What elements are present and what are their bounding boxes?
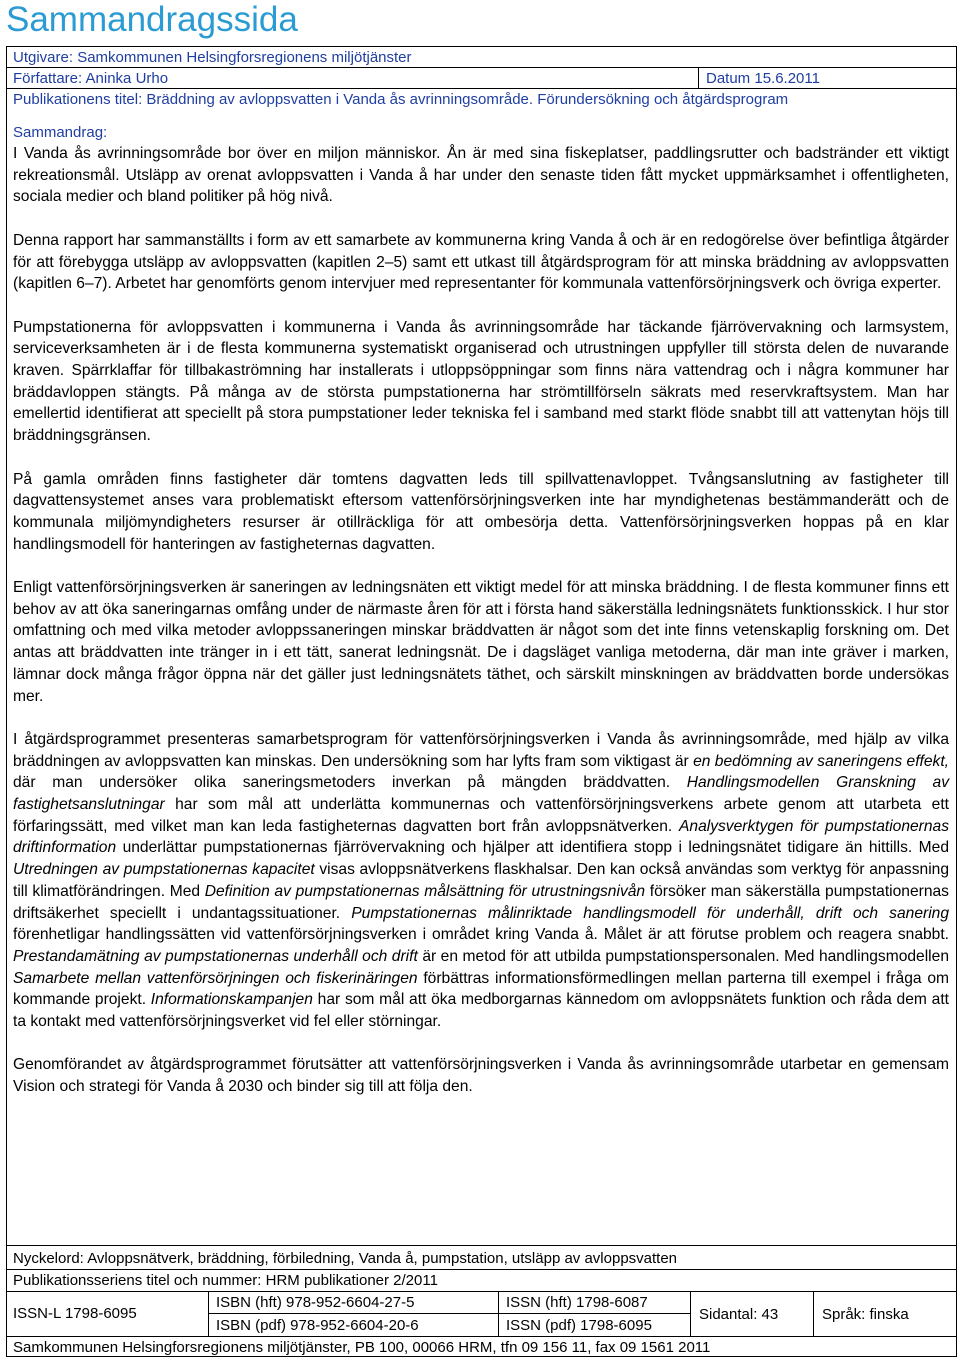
divider	[208, 1313, 690, 1314]
issn-print: ISSN (hft) 1798-6087	[506, 1294, 648, 1311]
emphasis: Utredningen av pumpstationernas kapacitet	[13, 861, 315, 879]
text: visas avloppsnätverkens flaskhalsar. Den kan också användas som verktyg för anpassning till klimatförändringen. Med	[13, 861, 950, 900]
page-title: Sammandragssida	[6, 0, 298, 39]
emphasis: Pumpstationernas målinriktade handlingsmodell för underhåll, drift och sanering	[351, 904, 949, 922]
date: Datum 15.6.2011	[706, 70, 820, 87]
issn-l: ISSN-L 1798-6095	[13, 1305, 137, 1322]
publication-title: Publikationens titel: Bräddning av avloppsvatten i Vanda ås avrinningsområde. Förundersökning och åtgärdsprogram	[13, 91, 789, 108]
summary-paragraph: Denna rapport har sammanställts i form av ett samarbete av kommunerna kring Vanda å och är en redogörelse över befintliga åtgärder för att förebygga utsläpp av avloppsvatten (kapitlen 2–5) samt ett utkast till åtgärdsprogram för att minska bräddning av avloppsvatten (kapitlen 6–7). Arbetet har genomförts genom intervjuer med representanter för kommunala vattenförsörjningsverk och övriga experter.	[13, 231, 949, 293]
isbn-pdf: ISBN (pdf) 978-952-6604-20-6	[216, 1317, 419, 1334]
summary-paragraph: Genomförandet av åtgärdsprogrammet förutsätter att vattenförsörjningsverken i Vanda ås avrinningsområde utarbetar en gemensam Vision och strategi för Vanda å 2030 och binder sig till att följa den.	[13, 1056, 949, 1096]
keywords: Nyckelord: Avloppsnätverk, bräddning, förbiledning, Vanda å, pumpstation, utsläpp av avloppsvatten	[13, 1250, 678, 1267]
publisher-row	[7, 47, 956, 68]
emphasis: en bedömning av saneringens effekt,	[693, 752, 949, 770]
text: förbättras informationsförmedlingen mellan parterna till exempel i fråga om kommande projekt.	[13, 969, 949, 1009]
divider	[690, 1292, 691, 1336]
divider	[498, 1292, 499, 1336]
isbn-print: ISBN (hft) 978-952-6604-27-5	[216, 1294, 415, 1311]
series: Publikationsseriens titel och nummer: HRM publikationer 2/2011	[13, 1272, 438, 1289]
summary-paragraph: Pumpstationerna för avloppsvatten i kommunerna i Vanda ås avrinningsområde har täckande fjärrövervakning och larmsystem, serviceverksamheten är i de flesta kommunerna systematiskt organiserad och utrustningen uppfyller till största delen de nuvarande kraven. Spärrklaffar för tillbakaströmning har installerats i utloppsöppningar som finns nära vattendrag och i några kommuner har bräddavloppen stängts. På många av de största pumpstationerna har strömtillförseln säkrats med reservkraftsystem. Man har emellertid identifierat att speciellt på stora pumpstationer leder tekniska fel i samband med starkt flöde snabbt till att vattenytan höjs till bräddningsgränsen.	[13, 318, 949, 445]
summary-paragraph: I Vanda ås avrinningsområde bor över en miljon människor. Ån är med sina fiskeplatser, paddlingsrutter och badstränder ett viktigt rekreationsmål. Utsläpp av orenat avloppsvatten i Vanda å har under den senaste tiden fått mycket uppmärksamhet i offentligheten, sociala medier och bland politiker på hög nivå.	[13, 145, 949, 206]
divider	[208, 1292, 209, 1336]
divider	[813, 1292, 814, 1336]
text: där man undersöker olika saneringsmetoders inverkan på mängden bräddvatten.	[13, 774, 687, 792]
summary-label: Sammandrag:	[13, 124, 108, 141]
emphasis: Analysverktygen för pumpstationernas driftinformation	[13, 817, 950, 857]
summary-paragraph: På gamla områden finns fastigheter där tomtens dagvatten leds till spillvattenavloppet. Tvångsanslutning av fastigheter till dagvattensystemet anses vara problematiskt eftersom vattenförsörjningsverken inte har myndighetenas bestämmanderätt och de kommunala miljömyndigheters resurser är otillräckliga för att ombesörja detta. Vattenförsörjningsverken hoppas på en klar handlingsmodell för hanteringen av fastigheternas dagvatten.	[13, 470, 949, 553]
divider	[698, 68, 699, 88]
text: är en metod för att utbilda pumpstationspersonalen. Med handlingsmodellen	[417, 947, 949, 965]
issn-pdf: ISSN (pdf) 1798-6095	[506, 1317, 652, 1334]
publication-title-row	[7, 89, 956, 110]
author: Författare: Aninka Urho	[13, 70, 169, 87]
summary-paragraph: Enligt vattenförsörjningsverken är saneringen av ledningsnäten ett viktigt medel för att minska bräddning. I de flesta kommuner finns ett behov av att öka saneringarnas omfång under de närmaste åren för att i första hand säkerställa ledningsnätets funktionsskick. I hur stor omfattning och med vilka metoder avloppssaneringen minskar bräddvatten är något som det inte finns vetenskaplig forskning om. Det antas att bräddvatten inte tränger in i ett tätt, sanerat ledningsnät. De i dagsläget vanliga metoderna, där man inte gräver i marken, lämnar dock många frågor öppna när det gäller just ledningsnätets täthet, och särskilt minskningen av bräddvatten borde undersökas mer.	[13, 579, 949, 705]
emphasis: Samarbete mellan vattenförsörjningen och fiskerinäringen	[13, 969, 418, 987]
keywords-row	[7, 1246, 956, 1270]
summary-frame	[6, 46, 957, 1357]
emphasis: Handlingsmodellen Granskning av fastighetsanslutningar	[13, 774, 949, 814]
publisher: Utgivare: Samkommunen Helsingforsregionens miljötjänster	[13, 49, 412, 66]
emphasis: Prestandamätning av pumpstationernas underhåll och drift	[13, 947, 418, 965]
text: förenhetligar handlingssätten vid vattenförsörjningsverken i området kring Vanda å. Målet är att förutse problem och reagera snabbt.	[13, 926, 949, 944]
text: har som mål att underlätta kommunernas och vattenförsörjningsverkens arbete genom att utarbeta ett förfaringssätt, med vilket man kan leda fastigheternas dagvatten bort från avloppsnätverken.	[13, 796, 949, 835]
text: underlättar pumpstationernas fjärrövervakning och hjälper att identifiera stopp i ledningsnätet tidigare än hittills. Med	[116, 839, 949, 857]
emphasis: Definition av pumpstationernas målsättning för utrustningsnivån	[204, 882, 646, 900]
emphasis: Informationskampanjen	[150, 991, 313, 1009]
author-row	[7, 68, 956, 89]
summary-body	[13, 143, 949, 1120]
text: I åtgärdsprogrammet presenteras samarbetsprogram för vattenförsörjningsverken i Vanda ås avrinningsområde, med hjälp av vilka bräddningen av avloppsvatten kan minskas. Den undersökning som har lyfts fram som viktigast är	[13, 730, 949, 770]
contact-info: Samkommunen Helsingforsregionens miljötjänster, PB 100, 00066 HRM, tfn 09 156 11, fax 09 1561 2011	[13, 1339, 711, 1356]
text: försöker man säkerställa pumpstationernas driftsäkerhet speciellt i undantagssituationer.	[13, 882, 949, 922]
metadata-footer	[7, 1245, 956, 1359]
series-row	[7, 1270, 956, 1292]
page-count: Sidantal: 43	[699, 1306, 779, 1323]
summary-paragraph-action-program	[13, 729, 949, 1033]
language: Språk: finska	[822, 1306, 909, 1323]
text: har som mål att öka medborgarnas kännedom om avloppsnätets funktion och råda dem att ta kontakt med vattenförsörjningsverket vid fel eller störningar.	[13, 991, 949, 1031]
